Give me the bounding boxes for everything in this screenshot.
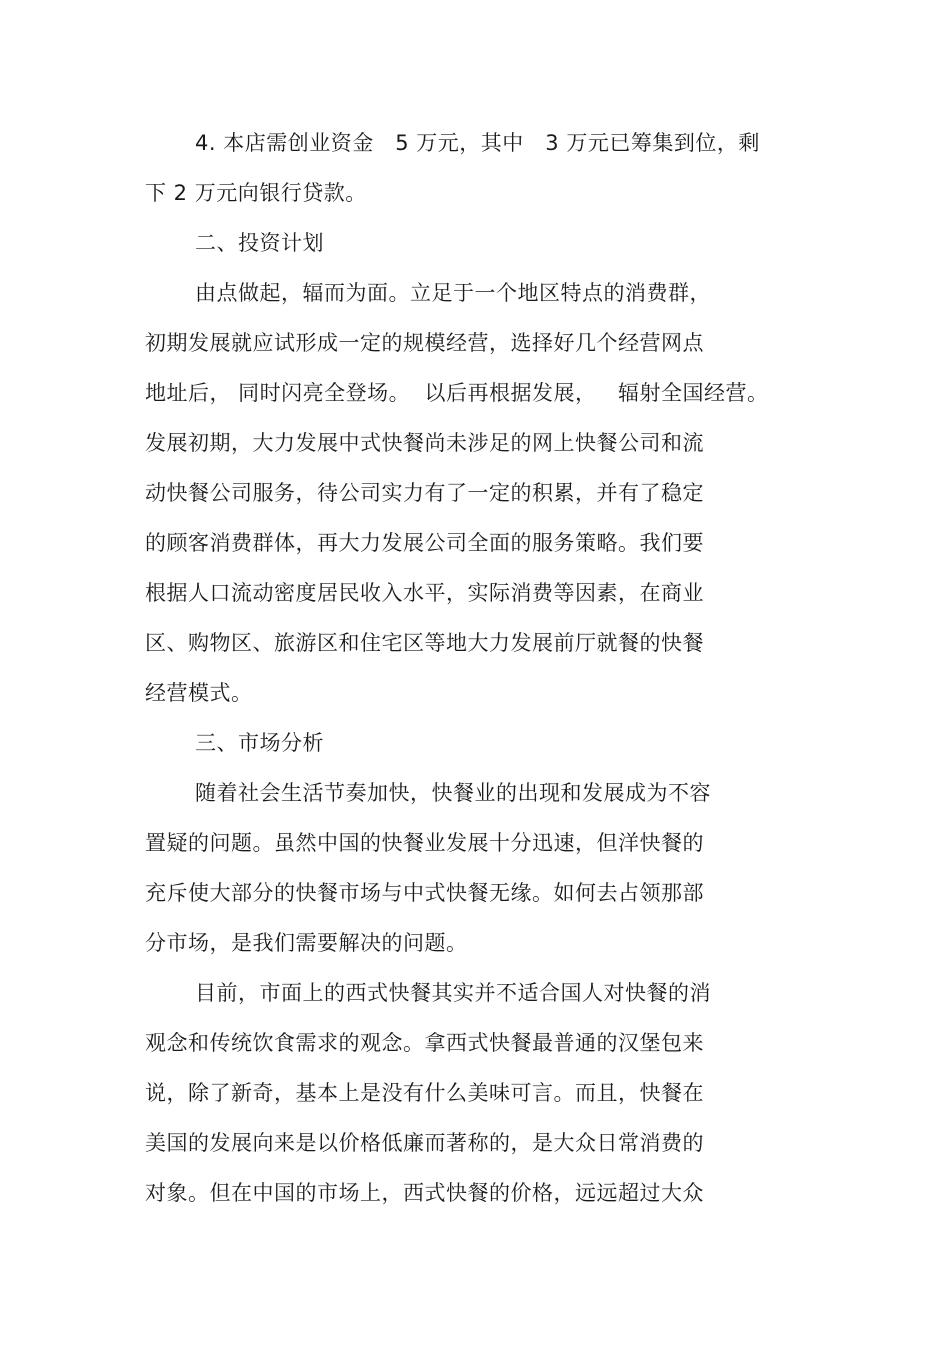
paragraph-line: 由点做起，辐而为面。立足于一个地区特点的消费群， bbox=[195, 281, 711, 305]
paragraph-line: 美国的发展向来是以价格低廉而著称的，是大众日常消费的 bbox=[145, 1131, 704, 1155]
paragraph-line: 下 2 万元向银行贷款。 bbox=[145, 181, 367, 205]
paragraph-line: 目前，市面上的西式快餐其实并不适合国人对快餐的消 bbox=[195, 981, 711, 1005]
paragraph-line: 观念和传统饮食需求的观念。拿西式快餐最普通的汉堡包来 bbox=[145, 1031, 704, 1055]
paragraph-line: 地址后， 同时闪亮全登场。 以后再根据发展， 辐射全国经营。 bbox=[145, 381, 769, 405]
section-heading: 二、投资计划 bbox=[195, 231, 324, 255]
paragraph-line: 置疑的问题。虽然中国的快餐业发展十分迅速，但洋快餐的 bbox=[145, 831, 704, 855]
paragraph-line: 根据人口流动密度居民收入水平，实际消费等因素，在商业 bbox=[145, 581, 704, 605]
paragraph-line: 充斥使大部分的快餐市场与中式快餐无缘。如何去占领那部 bbox=[145, 881, 704, 905]
paragraph-line: 说，除了新奇，基本上是没有什么美味可言。而且，快餐在 bbox=[145, 1081, 704, 1105]
paragraph-line: 4. 本店需创业资金 5 万元，其中 3 万元已筹集到位，剩 bbox=[195, 131, 760, 155]
paragraph-line: 经营模式。 bbox=[145, 681, 253, 705]
section-heading: 三、市场分析 bbox=[195, 731, 324, 755]
paragraph-line: 分市场，是我们需要解决的问题。 bbox=[145, 931, 468, 955]
paragraph-line: 发展初期，大力发展中式快餐尚未涉足的网上快餐公司和流 bbox=[145, 431, 704, 455]
paragraph-line: 初期发展就应试形成一定的规模经营，选择好几个经营网点 bbox=[145, 331, 704, 355]
paragraph-line: 动快餐公司服务，待公司实力有了一定的积累，并有了稳定 bbox=[145, 481, 704, 505]
paragraph-line: 区、购物区、旅游区和住宅区等地大力发展前厅就餐的快餐 bbox=[145, 631, 704, 655]
paragraph-line: 随着社会生活节奏加快，快餐业的出现和发展成为不容 bbox=[195, 781, 711, 805]
paragraph-line: 对象。但在中国的市场上，西式快餐的价格，远远超过大众 bbox=[145, 1181, 704, 1205]
paragraph-line: 的顾客消费群体，再大力发展公司全面的服务策略。我们要 bbox=[145, 531, 704, 555]
